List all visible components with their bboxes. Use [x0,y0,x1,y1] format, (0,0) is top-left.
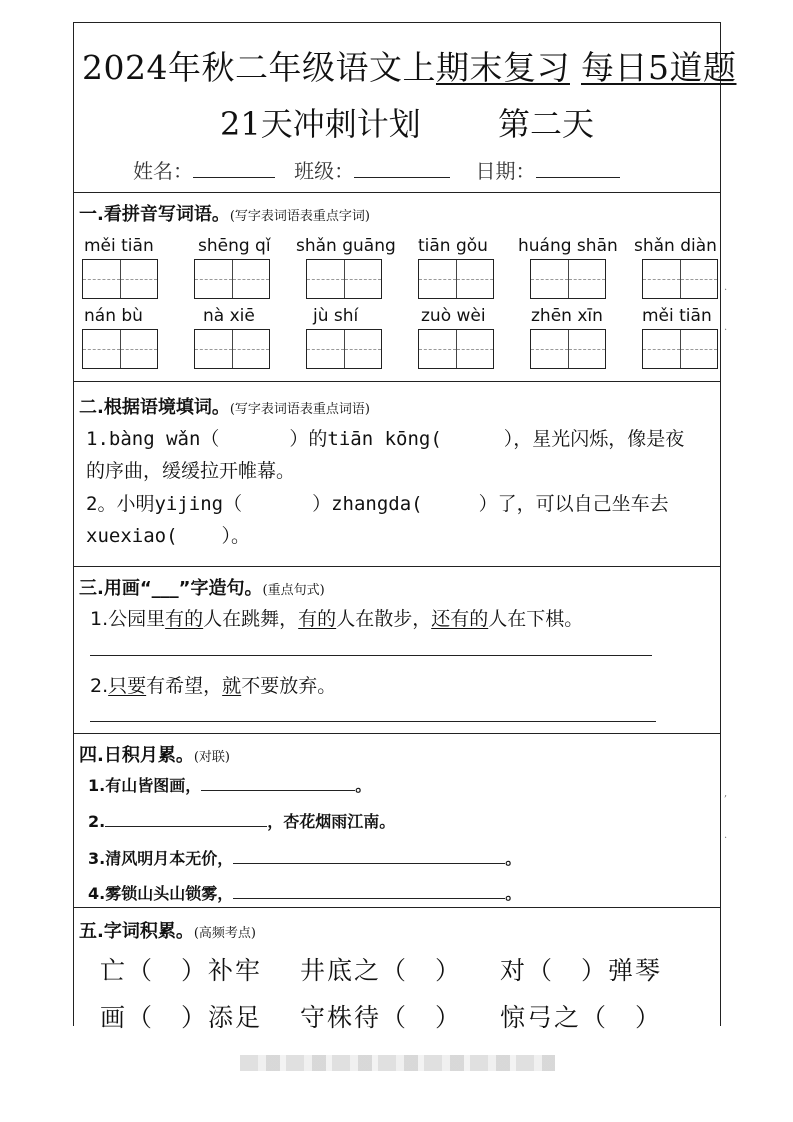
scan-mark: , [724,788,728,799]
section3-note: (重点句式) [262,583,325,598]
idiom-item: 亡（ ）补牢 [100,956,263,985]
class-field[interactable] [354,159,450,178]
couplet-2: 2. ，杏花烟雨江南。 [88,808,395,832]
section-divider [73,566,721,567]
scan-mark: . [724,282,728,293]
couplet-4: 4.雾锁山头山锁雾， 。 [88,880,521,904]
section1-note: (写字表词语表重点字词) [229,209,370,224]
idiom-item: 对（ ）弹琴 [500,956,663,985]
writing-grid[interactable] [306,329,382,369]
title-suffix: 每日5道题 [580,48,737,87]
day-title: 第二天 [498,105,595,143]
plan-title: 21天冲刺计划 [220,105,421,143]
section5-note: (高频考点) [193,926,256,941]
couplet-blank[interactable] [105,808,267,827]
page-title: 2024年秋二年级语文上期末复习 每日5道题 [82,48,737,87]
blurred-footer [240,1055,555,1071]
pinyin-label: tiān gǒu [418,236,488,256]
section1-heading: 一.看拼音写词语。(写字表词语表重点字词) [79,204,370,225]
class-label: 班级： [294,159,355,183]
writing-grid[interactable] [642,329,718,369]
scan-mark: . [724,322,728,333]
pinyin-label: jù shí [313,306,359,326]
answer-line[interactable] [90,721,656,722]
pinyin-label: nà xiē [203,306,255,326]
pinyin-label: měi tiān [642,306,712,326]
couplet-1: 1.有山皆图画， 。 [88,772,371,796]
title-underlined: 期末复习 [435,48,570,87]
writing-grid[interactable] [306,259,382,299]
section-divider [73,381,721,382]
writing-grid[interactable] [418,259,494,299]
form-fields [133,155,620,184]
section2-heading: 二.根据语境填词。(写字表词语表重点词语) [79,397,370,418]
couplet-3: 3.清风明月本无价， 。 [88,845,521,869]
context-question-2: 2。小明yijing（ ）zhangda( ）了，可以自己坐车去 [86,493,669,515]
pinyin-label: huáng shān [518,236,618,256]
context-question-1: 1.bàng wǎn（ ）的tiān kōng( ），星光闪烁，像是夜 [86,428,685,450]
section4-heading: 四.日积月累。(对联) [79,745,230,766]
pinyin-label: zuò wèi [421,306,486,326]
section4-note: (对联) [193,750,230,765]
section2-note: (写字表词语表重点词语) [229,402,370,417]
pinyin-label: shǎn guāng [296,236,396,256]
pinyin-label: shēng qǐ [198,236,271,256]
name-label: 姓名： [133,159,193,183]
idiom-item: 画（ ）添足 [100,1003,263,1032]
idiom-item: 惊弓之（ ） [500,1003,663,1032]
couplet-blank[interactable] [233,845,505,864]
pinyin-label: shǎn diàn [634,236,717,256]
context-question-2-cont: xuexiao( ）。 [86,525,251,547]
scan-mark: . [724,830,728,841]
pinyin-label: nán bù [84,306,143,326]
idiom-item: 守株待（ ） [300,1003,463,1032]
idiom-item: 井底之（ ） [300,956,463,985]
pinyin-label: měi tiān [84,236,154,256]
writing-grid[interactable] [82,329,158,369]
writing-grid[interactable] [82,259,158,299]
date-label: 日期： [475,159,536,183]
writing-grid[interactable] [530,259,606,299]
writing-grid[interactable] [642,259,718,299]
writing-grid[interactable] [530,329,606,369]
couplet-blank[interactable] [233,880,505,899]
section3-heading: 三.用画“___”字造句。(重点句式) [79,578,325,599]
name-field[interactable] [193,159,275,178]
sentence-example-2: 2.只要有希望，就不要放弃。 [90,675,337,697]
section-divider [73,192,721,193]
answer-line[interactable] [90,655,652,656]
section-divider [73,907,721,908]
pinyin-label: zhēn xīn [531,306,603,326]
writing-grid[interactable] [194,259,270,299]
context-question-1-cont: 的序曲，缓缓拉开帷幕。 [86,460,296,482]
date-field[interactable] [536,159,620,178]
writing-grid[interactable] [194,329,270,369]
writing-grid[interactable] [418,329,494,369]
section5-heading: 五.字词积累。(高频考点) [79,921,256,942]
sentence-example-1: 1.公园里有的人在跳舞，有的人在散步，还有的人在下棋。 [90,608,584,630]
section-divider [73,733,721,734]
couplet-blank[interactable] [201,772,355,791]
